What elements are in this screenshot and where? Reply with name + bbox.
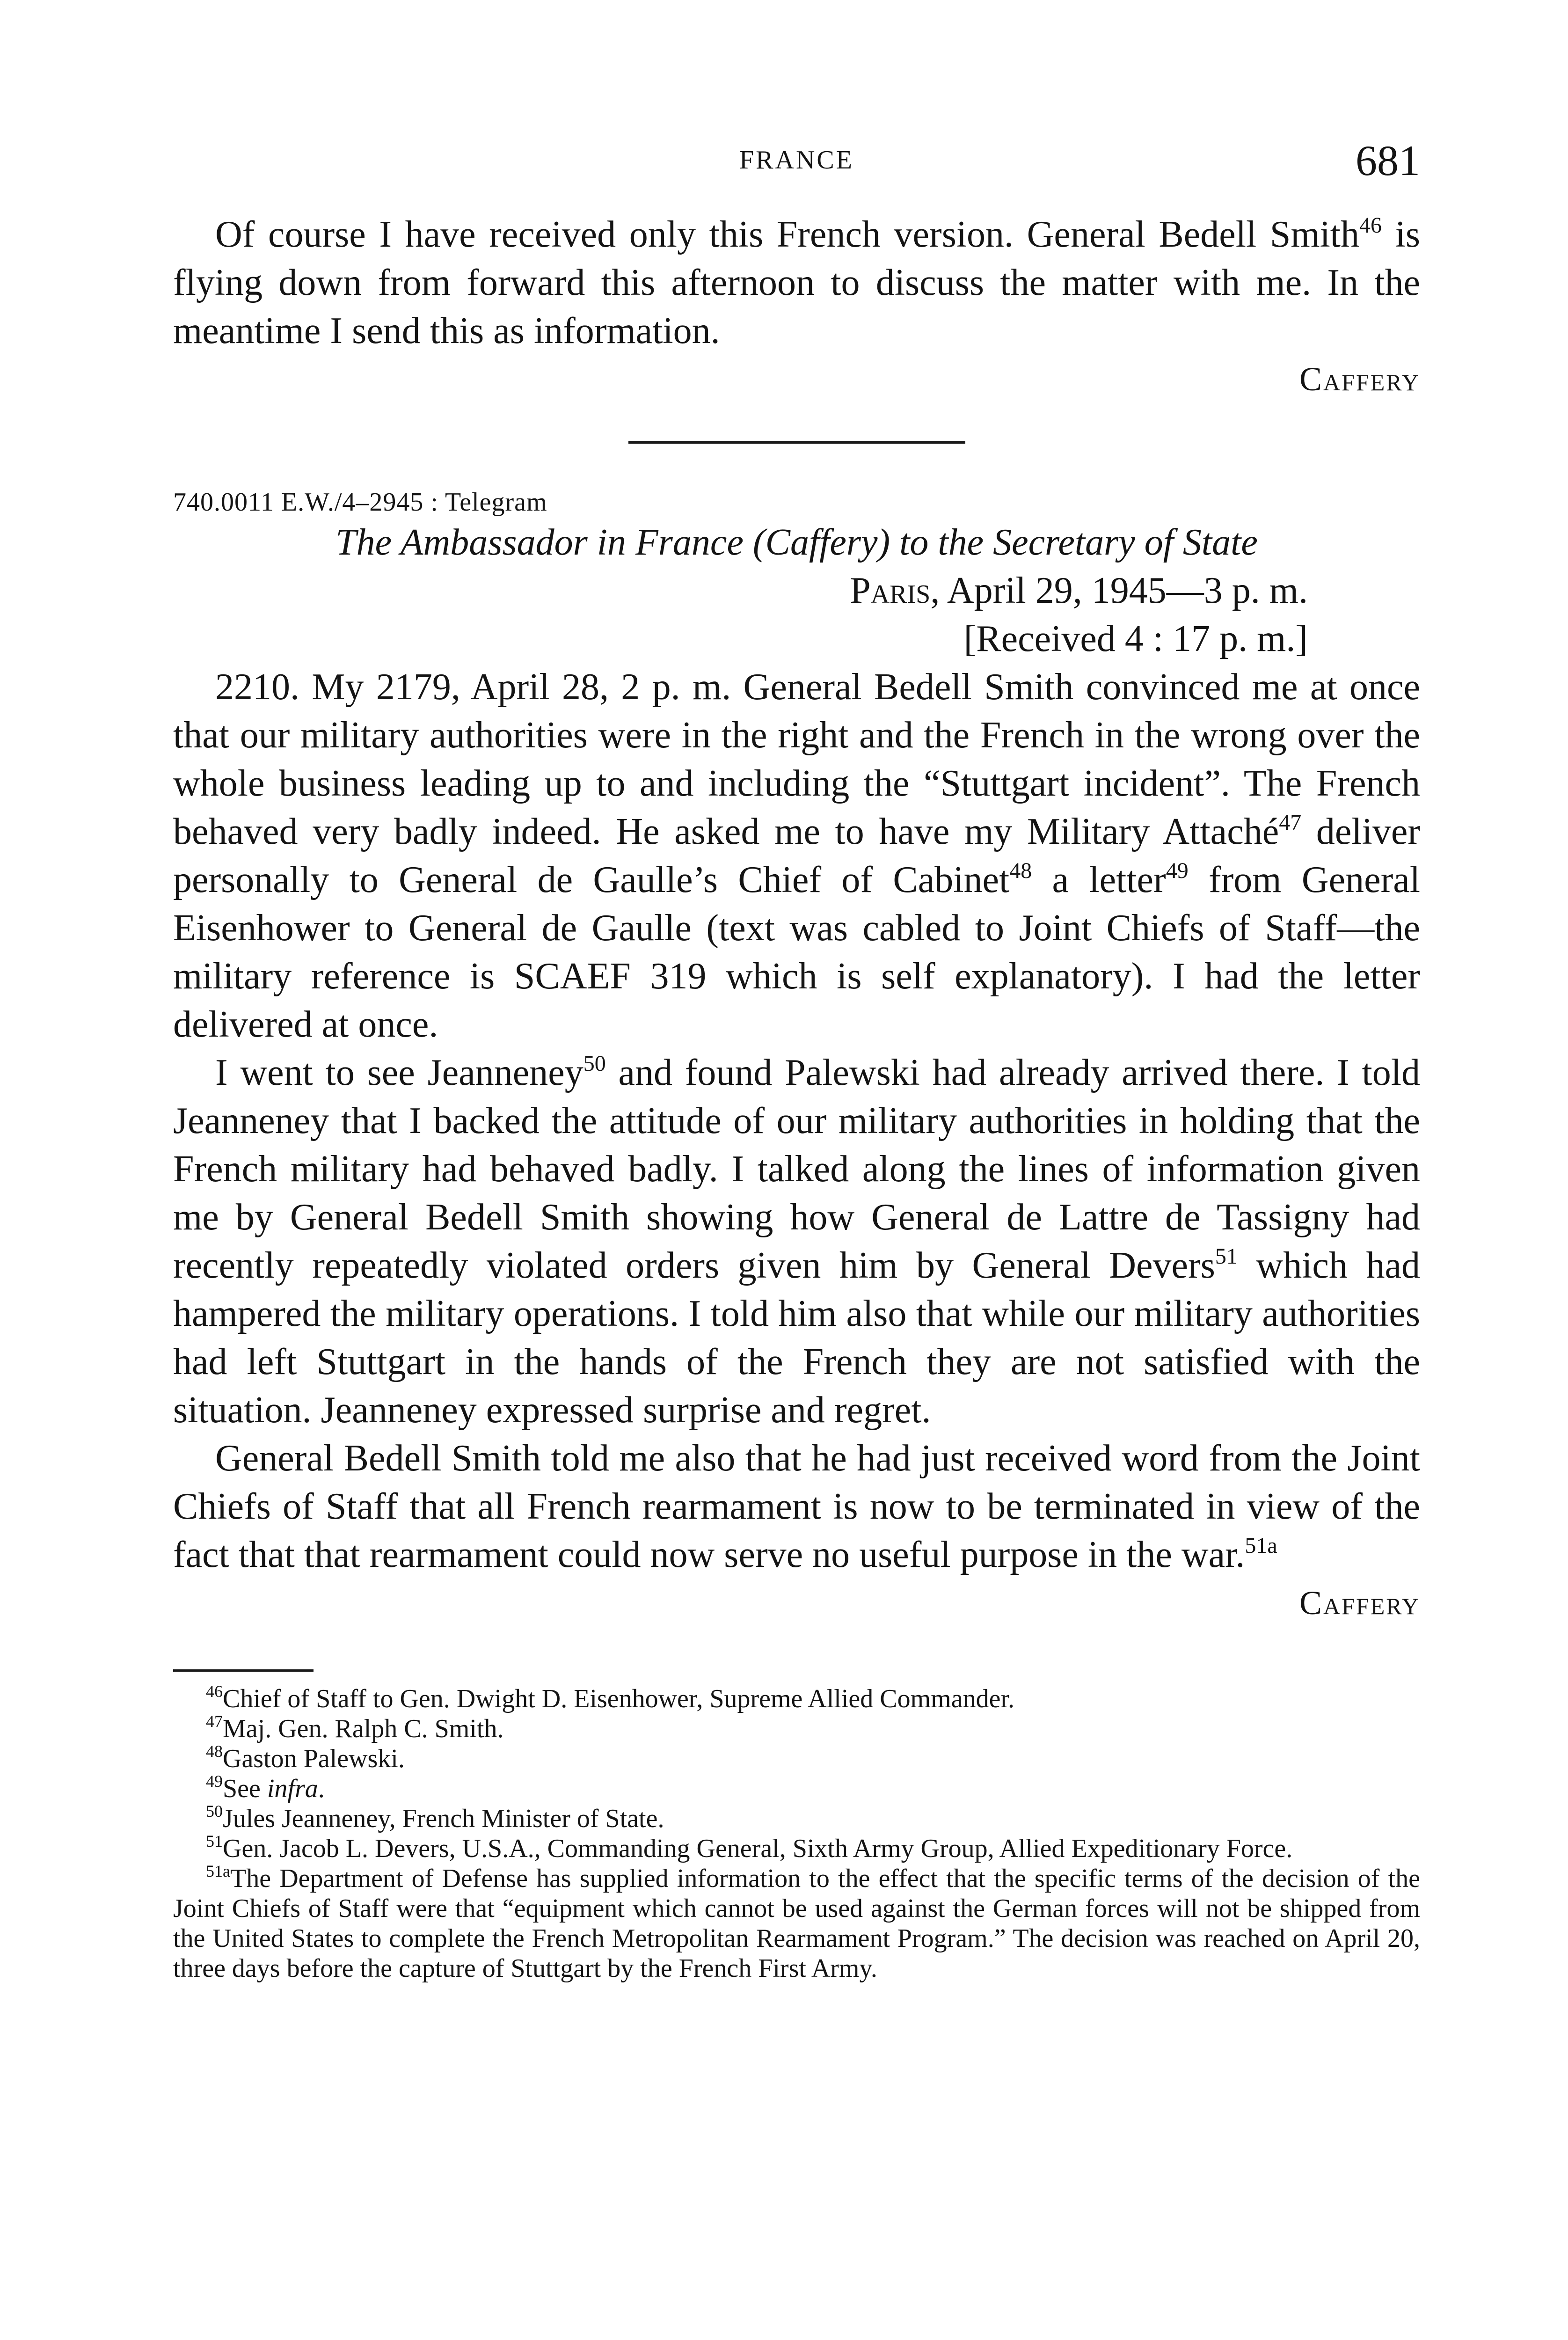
running-head bbox=[173, 136, 1420, 187]
footnote-text: . bbox=[318, 1774, 325, 1803]
paragraph-text: General Bedell Smith told me also that he had just received word from the Joint Chiefs of Staff that all French rearmament is now to be terminated in view of the fact that that rearmament could now serve no useful purpose in the war. bbox=[173, 1438, 1420, 1575]
telegram-paragraph bbox=[173, 1434, 1420, 1579]
dateline-date: , April 29, 1945—3 p. m. bbox=[930, 570, 1308, 611]
file-reference: 740.0011 E.W./4–2945 : Telegram bbox=[173, 488, 547, 517]
footnote bbox=[173, 1864, 1420, 1983]
footnote-text: Gaston Palewski. bbox=[223, 1744, 405, 1773]
telegram-paragraph bbox=[173, 1049, 1420, 1434]
paragraph-text: a letter bbox=[1032, 859, 1166, 900]
paragraph-text: is flying down from forward this afternoon to discuss the matter with me. In the meantime I send this as information. bbox=[173, 214, 1421, 351]
signature: Caffery bbox=[1299, 1584, 1420, 1622]
footnote-ref-51a: 51a bbox=[1245, 1533, 1277, 1558]
footnotes bbox=[173, 1684, 1420, 1983]
footnote-text: Maj. Gen. Ralph C. Smith. bbox=[223, 1714, 504, 1743]
paragraph-text: I went to see Jeanneney bbox=[215, 1052, 583, 1093]
running-title: FRANCE bbox=[739, 146, 854, 175]
footnote bbox=[173, 1834, 1420, 1864]
footnote-ref-51: 51 bbox=[1215, 1244, 1238, 1269]
footnote-mark: 49 bbox=[206, 1772, 223, 1791]
paragraph-text: Of course I have received only this French version. General Bedell Smith bbox=[215, 214, 1360, 255]
signature: Caffery bbox=[1299, 360, 1420, 398]
footnote bbox=[173, 1684, 1420, 1714]
footnote-text: The Department of Defense has supplied information to the effect that the specific terms of the decision of the Joint Chiefs of Staff were that “equipment which cannot be used against the German forces will not be shipped from the United States to complete the French Metropolitan Rearmament Program.” The decision was reached on April 20, three days before the capture of Stuttgart by the French First Army. bbox=[173, 1864, 1420, 1983]
footnote bbox=[173, 1714, 1420, 1744]
footnote-text: See bbox=[223, 1774, 267, 1803]
paragraph-text: deliver personally to General de Gaulle’s Chief of Cabinet bbox=[173, 811, 1421, 900]
footnote-mark: 47 bbox=[206, 1712, 223, 1731]
footnote-ref-50: 50 bbox=[583, 1051, 606, 1076]
footnote-text: Chief of Staff to Gen. Dwight D. Eisenhower, Supreme Allied Commander. bbox=[223, 1684, 1015, 1713]
footnote-ref-49: 49 bbox=[1166, 858, 1189, 883]
section-divider bbox=[628, 441, 965, 444]
footnote bbox=[173, 1774, 1420, 1804]
page-number: 681 bbox=[1356, 137, 1420, 184]
telegram-paragraph bbox=[173, 663, 1420, 1049]
received-line: [Received 4 : 17 p. m.] bbox=[963, 618, 1308, 659]
footnote-mark: 48 bbox=[206, 1742, 223, 1761]
footnote-mark: 50 bbox=[206, 1802, 223, 1821]
footnote-text: Gen. Jacob L. Devers, U.S.A., Commanding General, Sixth Army Group, Allied Expeditionary Force. bbox=[223, 1834, 1293, 1863]
dateline bbox=[173, 567, 1420, 615]
footnote-mark: 51a bbox=[206, 1862, 230, 1880]
footnote-text: Jules Jeanneney, French Minister of State. bbox=[223, 1804, 664, 1833]
paragraph-text: from General Eisenhower to General de Gaulle (text was cabled to Joint Chiefs of Staff—the military reference is SCAEF 319 which is self explanatory). I had the letter delivered at once. bbox=[173, 859, 1421, 1045]
footnote-mark: 46 bbox=[206, 1682, 223, 1701]
footnote-divider bbox=[173, 1669, 314, 1672]
document-title: The Ambassador in France (Caffery) to the Secretary of State bbox=[335, 522, 1258, 563]
paragraph-text: which had hampered the military operations. I told him also that while our military authorities had left Stuttgart in the hands of the French they are not satisfied with the situation. Jeanneney expressed surprise and regret. bbox=[173, 1245, 1420, 1431]
footnote-ref-46: 46 bbox=[1359, 213, 1382, 238]
footnote-ref-47: 47 bbox=[1279, 810, 1302, 835]
footnote-mark: 51 bbox=[206, 1832, 223, 1850]
continued-paragraph bbox=[173, 211, 1420, 355]
paragraph-text: 2210. My 2179, April 28, 2 p. m. General Bedell Smith convinced me at once that our military authorities were in the right and the French in the wrong over the whole business leading up to and including the “Stuttgart incident”. The French behaved very badly indeed. He asked me to have my Military Attaché bbox=[173, 666, 1420, 852]
paragraph-text: and found Palewski had already arrived there. I told Jeanneney that I backed the attitude of our military authorities in holding that the French military had behaved badly. I talked along the lines of information given me by General Bedell Smith showing how General de Lattre de Tassigny had recently repeatedly violated orders given him by General Devers bbox=[173, 1052, 1420, 1286]
footnote-italic: infra bbox=[267, 1774, 318, 1803]
footnote bbox=[173, 1744, 1420, 1774]
footnote bbox=[173, 1804, 1420, 1834]
dateline-place: Paris bbox=[850, 570, 931, 611]
footnote-ref-48: 48 bbox=[1009, 858, 1032, 883]
body-text bbox=[173, 211, 1420, 1983]
